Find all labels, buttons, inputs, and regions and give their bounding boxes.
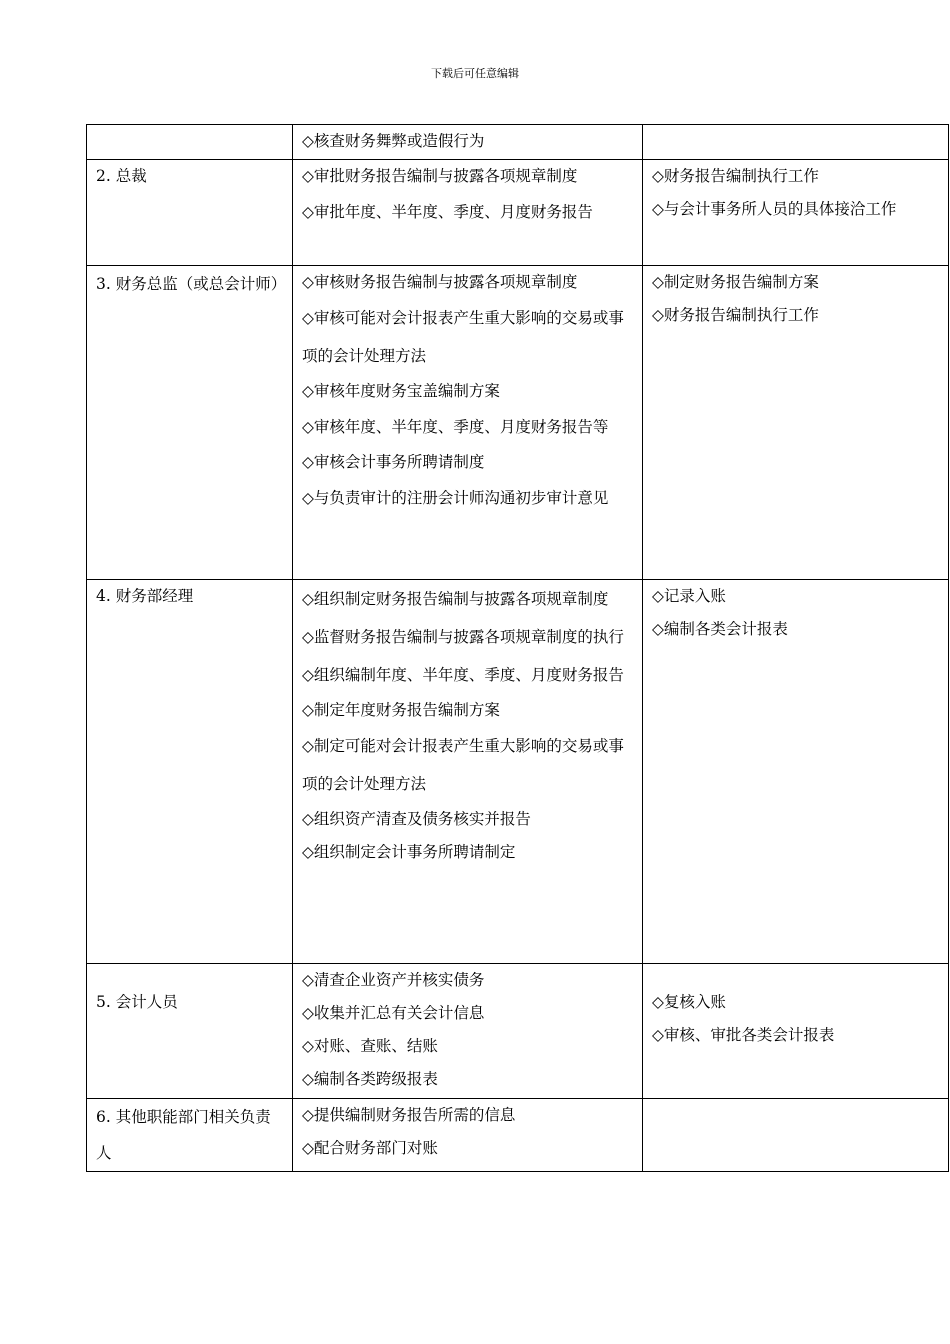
task-item: ◇审核、审批各类会计报表 — [652, 1026, 835, 1044]
duty-item: ◇收集并汇总有关会计信息 — [302, 1004, 485, 1022]
role-cell — [87, 266, 293, 580]
duty-item: ◇审核年度财务宝盖编制方案 — [302, 382, 500, 400]
duty-item: ◇组织制定会计事务所聘请制定 — [302, 843, 516, 861]
role-label: 4. 财务部经理 — [96, 587, 194, 605]
duty-item: ◇审核会计事务所聘请制度 — [302, 453, 485, 471]
duty-item: ◇审核年度、半年度、季度、月度财务报告等 — [302, 418, 609, 436]
duty-item: ◇审核可能对会计报表产生重大影响的交易或事项的会计处理方法 — [302, 309, 624, 365]
duty-item: ◇审核财务报告编制与披露各项规章制度 — [302, 273, 578, 291]
duty-item: ◇编制各类跨级报表 — [302, 1070, 438, 1088]
task-cell — [643, 160, 949, 266]
task-cell — [643, 266, 949, 580]
duty-item: ◇审批年度、半年度、季度、月度财务报告 — [302, 203, 593, 221]
task-item: ◇复核入账 — [652, 993, 726, 1011]
role-cell — [87, 160, 293, 266]
task-cell — [643, 1099, 949, 1172]
duty-cell — [293, 964, 643, 1099]
role-label: 3. 财务总监（或总会计师） — [96, 275, 287, 293]
duty-item: ◇审批财务报告编制与披露各项规章制度 — [302, 167, 578, 185]
role-cell — [87, 125, 293, 160]
task-cell — [643, 125, 949, 160]
role-label: 6. 其他职能部门相关负责人 — [96, 1108, 271, 1162]
task-item: ◇记录入账 — [652, 587, 726, 605]
task-item: ◇与会计事务所人员的具体接洽工作 — [652, 200, 897, 218]
page-header: 下载后可任意编辑 — [431, 67, 519, 80]
role-cell — [87, 964, 293, 1099]
table-row — [87, 266, 949, 580]
duty-cell — [293, 160, 643, 266]
task-item: ◇财务报告编制执行工作 — [652, 167, 819, 185]
role-cell — [87, 580, 293, 964]
table-row — [87, 125, 949, 160]
duty-item: ◇清查企业资产并核实债务 — [302, 971, 485, 989]
role-label: 2. 总裁 — [96, 167, 147, 185]
duty-item: ◇组织制定财务报告编制与披露各项规章制度 — [302, 590, 609, 608]
duty-item: ◇制定年度财务报告编制方案 — [302, 701, 500, 719]
duty-item: ◇配合财务部门对账 — [302, 1139, 438, 1157]
task-cell — [643, 964, 949, 1099]
duty-cell — [293, 125, 643, 160]
task-item: ◇编制各类会计报表 — [652, 620, 788, 638]
task-cell — [643, 580, 949, 964]
table-row — [87, 1099, 949, 1172]
duty-item: ◇制定可能对会计报表产生重大影响的交易或事项的会计处理方法 — [302, 737, 624, 793]
table-row — [87, 580, 949, 964]
responsibility-table — [86, 124, 949, 1172]
role-label: 5. 会计人员 — [96, 993, 178, 1011]
duty-item: ◇监督财务报告编制与披露各项规章制度的执行 — [302, 628, 624, 646]
role-cell — [87, 1099, 293, 1172]
duty-cell — [293, 266, 643, 580]
duty-item: ◇组织编制年度、半年度、季度、月度财务报告 — [302, 666, 624, 684]
duty-item: ◇组织资产清查及债务核实并报告 — [302, 810, 531, 828]
table-row — [87, 964, 949, 1099]
duty-item: ◇对账、查账、结账 — [302, 1037, 438, 1055]
task-item: ◇制定财务报告编制方案 — [652, 273, 819, 291]
duty-cell — [293, 1099, 643, 1172]
duty-item: ◇提供编制财务报告所需的信息 — [302, 1106, 516, 1124]
task-item: ◇财务报告编制执行工作 — [652, 306, 819, 324]
table-row — [87, 160, 949, 266]
duty-item: ◇核查财务舞弊或造假行为 — [302, 132, 485, 150]
duty-cell — [293, 580, 643, 964]
duty-item: ◇与负责审计的注册会计师沟通初步审计意见 — [302, 489, 609, 507]
